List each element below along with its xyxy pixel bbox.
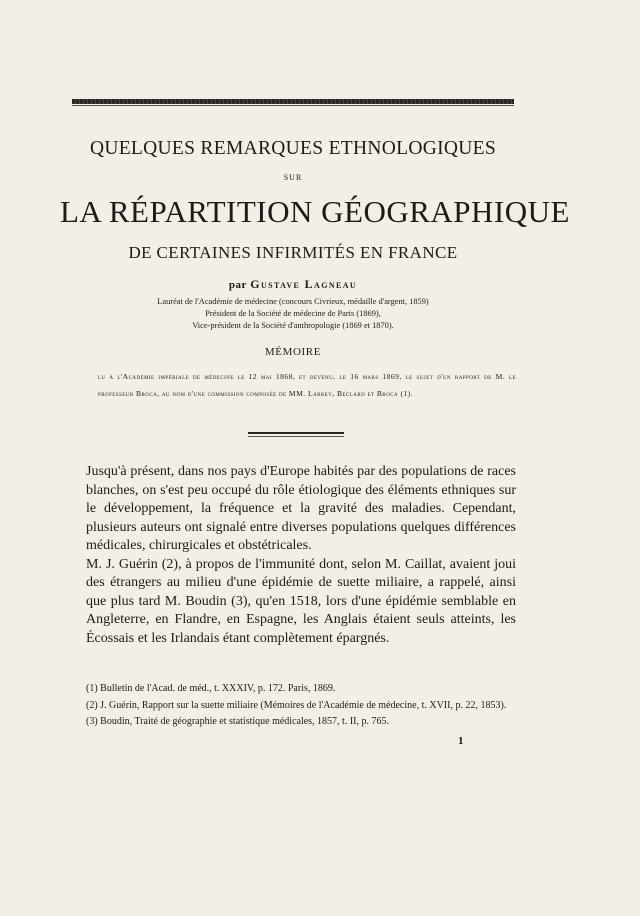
footnote-2: (2) J. Guérin, Rapport sur la suette miliaire (Mémoires de l'Académie de médecine, t. XVII, p. 22, 1853).: [86, 699, 507, 711]
byline-par: par: [228, 279, 247, 291]
title-connector: SUR: [283, 173, 303, 182]
top-decorative-rule: [72, 99, 514, 104]
subtitle: DE CERTAINES INFIRMITÉS EN FRANCE: [128, 243, 458, 262]
section-divider-thin: [248, 436, 344, 437]
credit-line: Vice-président de la Société d'anthropologie (1869 et 1870).: [192, 321, 394, 330]
main-title: LA RÉPARTITION GÉOGRAPHIQUE: [60, 194, 570, 229]
footnote-3: (3) Boudin, Traité de géographie et statistique médicales, 1857, t. II, p. 765.: [86, 716, 389, 727]
credit-line: Président de la Société de médecine de Paris (1869),: [205, 309, 381, 318]
credit-line: Lauréat de l'Académie de médecine (concours Civrieux, médaille d'argent, 1859): [157, 297, 429, 306]
author-name: Gustave Lagneau: [250, 277, 358, 291]
body-text: [86, 463, 516, 648]
byline: [60, 277, 526, 292]
page-number: 1: [458, 735, 464, 747]
footnotes: [86, 681, 516, 731]
body-paragraph-2: M. J. Guérin (2), à propos de l'immunité dont, selon M. Caillat, avaient joui des étrangers au milieu d'une épidémie de suette miliaire, a rappelé, ainsi que plus tard M. Boudin (3), qu'en 1518, lors d'une épidémie semblable en Angleterre, en Flandre, en Espagne, les Anglais étaient seuls atteints, les Écossais et les Irlandais étant complètement épargnés.: [86, 556, 516, 646]
memoire-note-text: lu à l'Académie impériale de médecine le 12 mai 1868, et devenu, le 16 mars 1869, le sujet d'un rapport de M. le professeur Broca, au nom d'une commission composée de MM. Larrey, Béclard et Broca (1).: [98, 372, 516, 398]
section-divider: [248, 432, 344, 434]
footnote-1: (1) Bulletin de l'Acad. de méd., t. XXXIV, p. 172. Paris, 1869.: [86, 683, 336, 694]
title-line-1: QUELQUES REMARQUES ETHNOLOGIQUES: [89, 138, 497, 159]
memoire-heading: MÉMOIRE: [264, 346, 322, 358]
body-paragraph-1: Jusqu'à présent, dans nos pays d'Europe habités par des populations de races blanches, on s'est peu occupé du rôle étiologique des éléments ethniques sur le développement, la fréquence et la gravité des maladies. Cependant, plusieurs auteurs ont signalé entre diverses populations quelques différences médicales, chirurgicales et obstétricales.: [86, 464, 516, 553]
top-thin-rule: [72, 105, 514, 106]
memoire-note: [98, 368, 516, 402]
author-credits: [60, 296, 526, 332]
